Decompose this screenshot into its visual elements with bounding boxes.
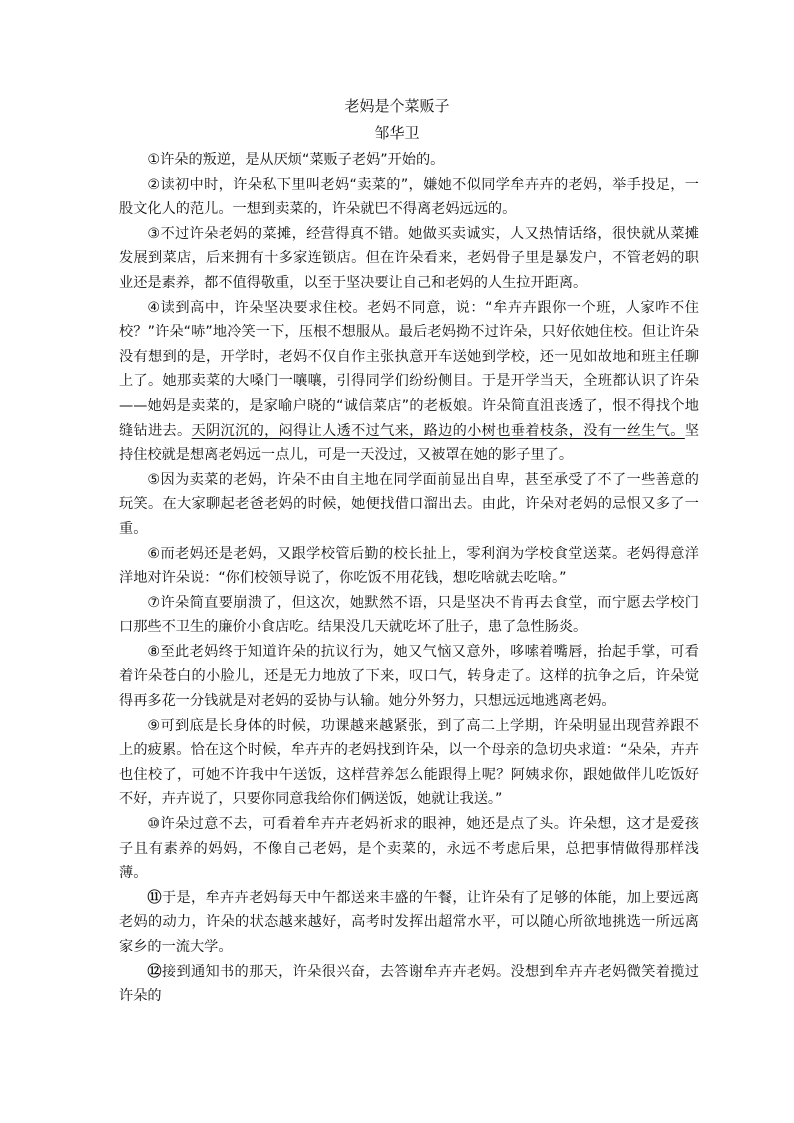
paragraph-9: ⑨可到底是长身体的时候，功课越来越紧张，到了高二上学期，许朵明显出现营养跟不上的疲累。恰在这个时候，牟卉卉的老妈找到许朵，以一个母亲的急切央求道：“朵朵，卉卉也住校了，可她不许我中午送饭，这样营养怎么能跟得上呢？阿姨求你，跟她做伴儿吃饭好不好，卉卉说了，只要你同意我给你们俩送饭，她就让我送。”	[119, 717, 699, 808]
paragraph-12-text: 接到通知书的那天，许朵很兴奋，去答谢牟卉卉老妈。没想到牟卉卉老妈微笑着揽过许朵的	[119, 963, 699, 1005]
paragraph-12-number: ⑫	[147, 963, 162, 980]
paragraph-10: ⑩许朵过意不去，可看着牟卉卉老妈祈求的眼神，她还是点了头。许朵想，这才是爱孩子且有素养的妈妈，不像自己老妈，是个卖菜的，永远不考虑后果，总把事情做得那样浅薄。	[119, 816, 699, 882]
paragraph-4-text-before: ④读到高中，许朵坚决要求住校。老妈不同意，说：“牟卉卉跟你一个班，人家咋不住校？”许朵“哧”地冷笑一下，压根不想服从。最后老妈拗不过许朵，只好依她住校。但让许朵没有想到的是，开学时，老妈不仅自作主张执意开车送她到学校，还一见如故地和班主任聊上了。她那卖菜的大嗓门一嚷嚷，引得同学们纷纷侧目。于是开学当天，全班都认识了许朵——她妈是卖菜的，是家喻户晓的“诚信菜店”的老板娘。许朵简直沮丧透了，恨不得找个地缝钻进去。	[119, 299, 699, 439]
paragraph-11-text: 于是，牟卉卉老妈每天中午都送来丰盛的午餐，让许朵有了足够的体能，加上要远离老妈的动力，许朵的状态越来越好，高考时发挥出超常水平，可以随心所欲地挑选一所远离家乡的一流大学。	[119, 889, 699, 955]
paragraph-11-number: ⑪	[147, 889, 162, 906]
paragraph-11	[119, 886, 699, 960]
paragraph-12	[119, 960, 699, 1009]
paragraph-4-text-after: 坚持住校就是想离老妈远一点儿，可是一天没过，又被罩在她的影子里了。	[119, 422, 699, 464]
paragraph-6: ⑥而老妈还是老妈，又跟学校管后勤的校长扯上，零利润为学校食堂送菜。老妈得意洋洋地对许朵说：“你们校领导说了，你吃饭不用花钱，想吃啥就去吃啥。”	[119, 545, 699, 587]
paragraph-4-underlined-sentence: 天阴沉沉的，闷得让人透不过气来，路边的小树也垂着枝条，没有一丝生气。	[191, 422, 685, 439]
paragraph-7: ⑦许朵简直要崩溃了，但这次，她默然不语，只是坚决不肯再去食堂，而宁愿去学校门口那些不卫生的廉价小食店吃。结果没几天就吃坏了肚子，患了急性肠炎。	[119, 594, 699, 636]
article-title: 老妈是个菜贩子	[344, 97, 450, 115]
article-body	[119, 148, 699, 1009]
article-author: 邹华卫	[374, 124, 420, 142]
paragraph-2: ②读初中时，许朵私下里叫老妈“卖菜的”，嫌她不似同学牟卉卉的老妈，举手投足，一股文化人的范儿。一想到卖菜的，许朵就巴不得离老妈远远的。	[119, 176, 699, 218]
paragraph-8: ⑧至此老妈终于知道许朵的抗议行为，她又气恼又意外，哆嗦着嘴唇，抬起手掌，可看着许朵苍白的小脸儿，还是无力地放了下来，叹口气，转身走了。这样的抗争之后，许朵觉得再多花一分钱就是对老妈的妥协与认输。她分外努力，只想远远地逃离老妈。	[119, 643, 699, 710]
paragraph-3: ③不过许朵老妈的菜摊，经营得真不错。她做买卖诚实，人又热情话络，很快就从菜摊发展到菜店，后来拥有十多家连锁店。但在许朵看来，老妈骨子里是暴发户，不管老妈的职业还是素养，都不值得敬重，以至于坚决要让自己和老妈的人生拉开距离。	[119, 225, 699, 291]
paragraph-1: ①许朵的叛逆，是从厌烦“菜贩子老妈”开始的。	[147, 152, 445, 168]
paragraph-5: ⑤因为卖菜的老妈，许朵不由自主地在同学面前显出自卑，甚至承受了不了一些善意的玩笑。在大家聊起老爸老妈的时候，她便找借口溜出去。由此，许朵对老妈的忌恨又多了一重。	[119, 471, 699, 537]
paragraph-4	[119, 296, 699, 468]
